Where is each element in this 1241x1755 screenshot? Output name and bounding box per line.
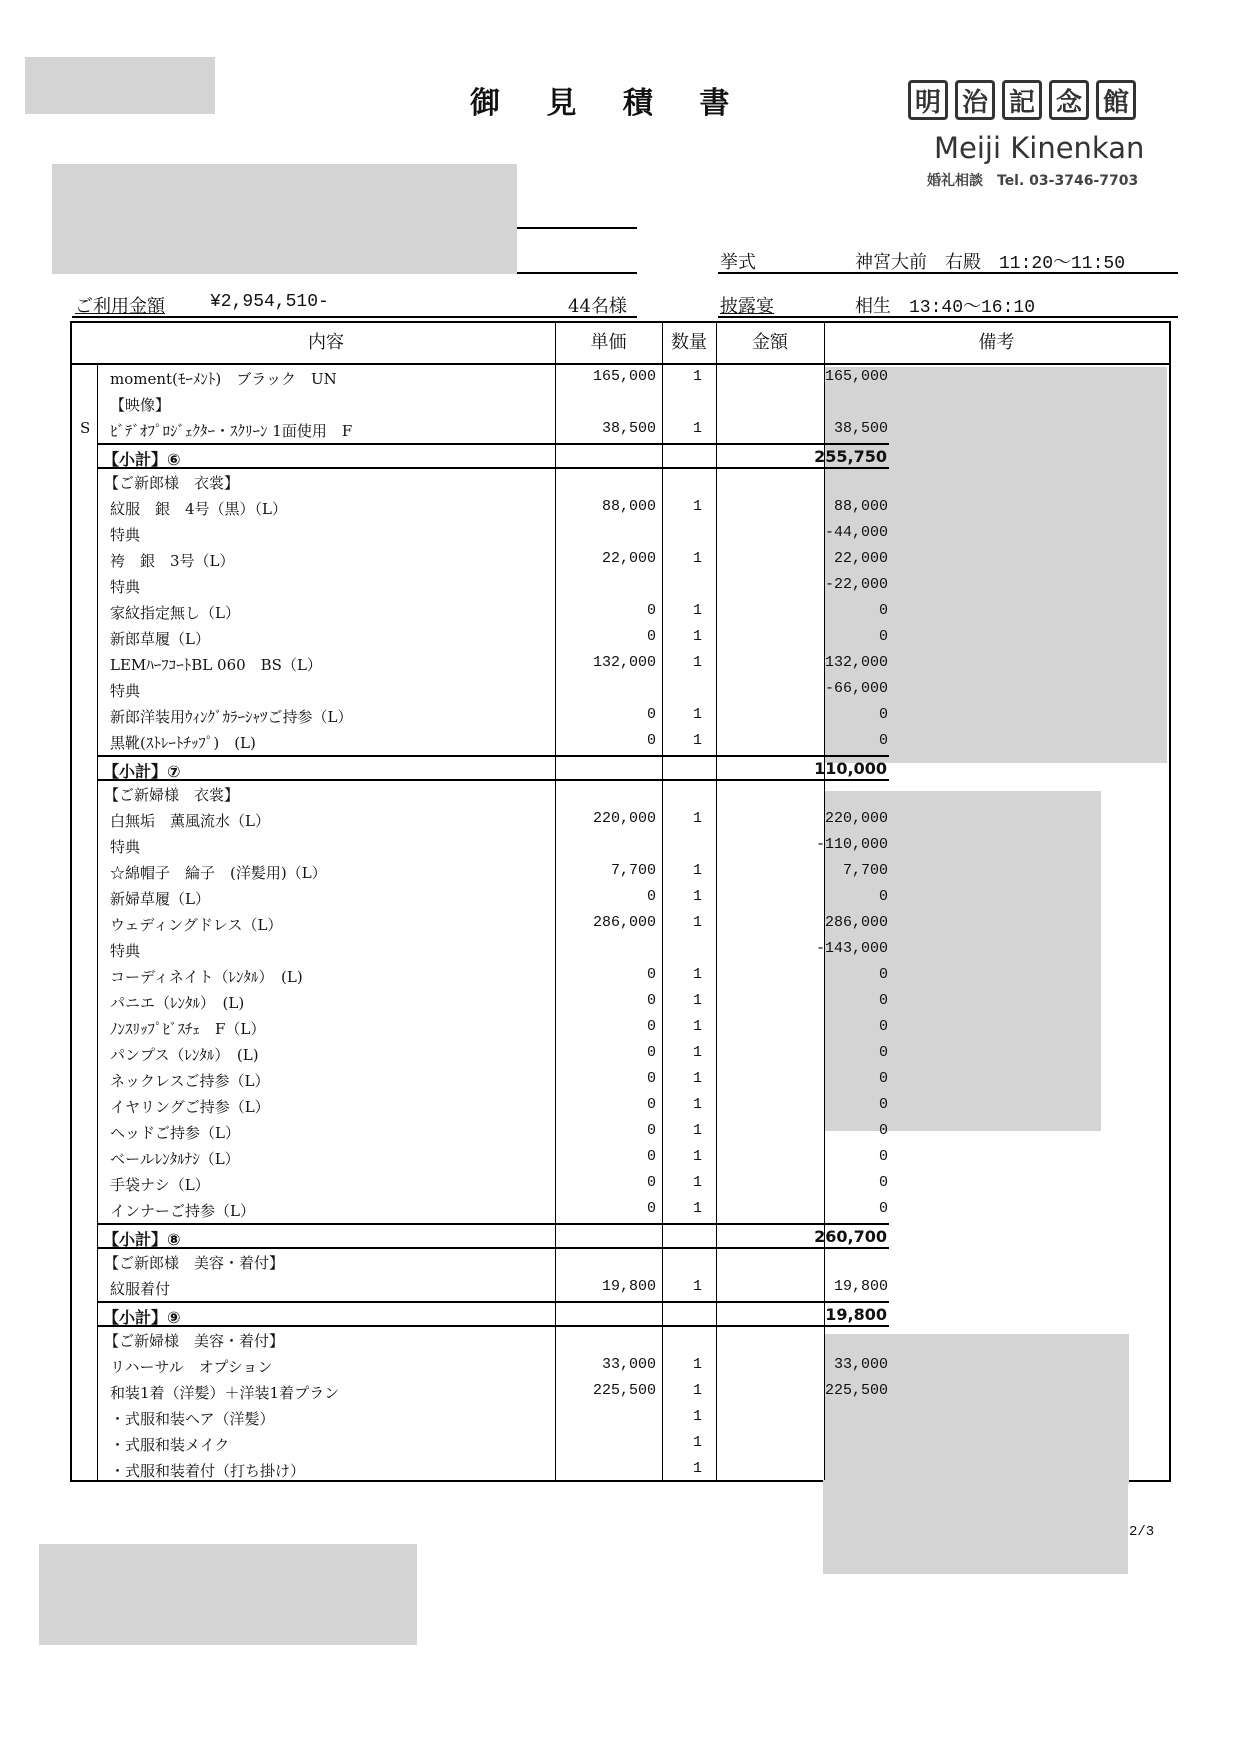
item-cell: ☆綿帽子 綸子 (洋髪用)（L） bbox=[110, 864, 327, 882]
page-number: 2/3 bbox=[1129, 1524, 1155, 1540]
unit-price-cell: 0 bbox=[646, 1018, 656, 1035]
table-row bbox=[72, 1275, 1169, 1301]
table-row bbox=[72, 729, 1169, 755]
subtotal-label: 【小計】⑥ bbox=[103, 450, 181, 469]
item-cell: ・式服和装ヘア（洋髪） bbox=[110, 1410, 275, 1428]
amount-cell: 22,000 bbox=[833, 550, 888, 567]
item-cell: ヘッドご持参（L） bbox=[110, 1124, 240, 1142]
table-row bbox=[72, 365, 1169, 391]
item-cell: リハーサル オプション bbox=[110, 1358, 273, 1376]
amount-cell: 0 bbox=[878, 888, 888, 905]
estimate-table bbox=[70, 321, 1171, 1482]
quantity-cell: 1 bbox=[692, 1434, 702, 1451]
quantity-cell: 1 bbox=[692, 732, 702, 749]
item-cell: moment(ﾓｰﾒﾝﾄ) ブラック UN bbox=[110, 370, 337, 388]
quantity-cell: 1 bbox=[692, 914, 702, 931]
item-cell: 特典 bbox=[110, 578, 141, 596]
quantity-cell: 1 bbox=[692, 1018, 702, 1035]
logo-char-1: 明 bbox=[908, 80, 948, 120]
amount-cell: 286,000 bbox=[824, 914, 888, 931]
item-cell: 和装1着（洋髪）＋洋装1着プラン bbox=[110, 1384, 340, 1402]
unit-price-cell: 7,700 bbox=[610, 862, 656, 879]
table-row bbox=[72, 1379, 1169, 1405]
unit-price-cell: 22,000 bbox=[601, 550, 656, 567]
table-row bbox=[72, 1353, 1169, 1379]
reception-value: 相生 13:40～16:10 bbox=[855, 298, 1036, 318]
table-row bbox=[72, 1119, 1169, 1145]
unit-price-cell: 286,000 bbox=[592, 914, 656, 931]
table-row bbox=[72, 1171, 1169, 1197]
table-row bbox=[72, 1093, 1169, 1119]
unit-price-cell: 0 bbox=[646, 1148, 656, 1165]
logo-name: Meiji Kinenkan bbox=[934, 131, 1145, 165]
item-cell: 特典 bbox=[110, 838, 141, 856]
unit-price-cell: 0 bbox=[646, 1044, 656, 1061]
table-row bbox=[72, 495, 1169, 521]
item-cell: ウェディングドレス（L） bbox=[110, 916, 283, 934]
quantity-cell: 1 bbox=[692, 888, 702, 905]
item-cell: パンプス（ﾚﾝﾀﾙ） (L) bbox=[110, 1046, 259, 1064]
amount-cell: 0 bbox=[878, 1148, 888, 1165]
quantity-cell: 1 bbox=[692, 368, 702, 385]
subtotal-label: 【小計】⑧ bbox=[103, 1230, 181, 1249]
item-cell: ベールﾚﾝﾀﾙﾅｼ（L） bbox=[110, 1150, 240, 1168]
item-cell: ・式服和装メイク bbox=[110, 1436, 230, 1454]
unit-price-cell: 0 bbox=[646, 628, 656, 645]
guest-count: 44名様 bbox=[568, 296, 627, 317]
unit-price-cell: 0 bbox=[646, 1174, 656, 1191]
amount-label: ご利用金額 bbox=[75, 296, 165, 317]
subtotal-row bbox=[97, 1301, 889, 1327]
amount-cell: 7,700 bbox=[842, 862, 888, 879]
quantity-cell: 1 bbox=[692, 706, 702, 723]
amount-cell: -44,000 bbox=[824, 524, 888, 541]
amount-cell: 0 bbox=[878, 966, 888, 983]
item-cell: 特典 bbox=[110, 682, 141, 700]
amount-cell: 88,000 bbox=[833, 498, 888, 515]
unit-price-cell: 0 bbox=[646, 888, 656, 905]
logo-char-5: 館 bbox=[1096, 80, 1136, 120]
unit-price-cell: 0 bbox=[646, 966, 656, 983]
item-cell: 紋服着付 bbox=[110, 1280, 171, 1298]
ceremony-value: 神宮大前 右殿 11:20～11:50 bbox=[855, 254, 1126, 274]
logo-char-2: 治 bbox=[955, 80, 995, 120]
section-heading: 【ご新郎様 衣裳】 bbox=[104, 474, 240, 492]
quantity-cell: 1 bbox=[692, 862, 702, 879]
quantity-cell: 1 bbox=[692, 1356, 702, 1373]
quantity-cell: 1 bbox=[692, 420, 702, 437]
amount-cell: 0 bbox=[878, 1096, 888, 1113]
unit-price-cell: 225,500 bbox=[592, 1382, 656, 1399]
address-line-1 bbox=[517, 227, 637, 229]
table-row bbox=[72, 885, 1169, 911]
redacted-block-customer bbox=[52, 164, 517, 274]
redacted-block-top-left bbox=[25, 57, 215, 114]
item-cell: LEMﾊｰﾌｺｰﾄBL 060 BS（L） bbox=[110, 656, 322, 674]
amount-cell: 19,800 bbox=[833, 1278, 888, 1295]
item-cell: 白無垢 薫風流水（L） bbox=[110, 812, 270, 830]
unit-price-cell: 0 bbox=[646, 602, 656, 619]
table-row bbox=[72, 833, 1169, 859]
amount-cell: 0 bbox=[878, 706, 888, 723]
item-cell: 特典 bbox=[110, 526, 141, 544]
amount-cell: 0 bbox=[878, 1122, 888, 1139]
item-cell: 【映像】 bbox=[110, 396, 171, 414]
quantity-cell: 1 bbox=[692, 602, 702, 619]
item-cell: 紋服 銀 4号（黒）（L） bbox=[110, 500, 288, 518]
amount-cell: 0 bbox=[878, 992, 888, 1009]
table-row bbox=[72, 1405, 1169, 1431]
amount-cell: 165,000 bbox=[824, 368, 888, 385]
logo-tel: 婚礼相談 Tel. 03-3746-7703 bbox=[927, 173, 1139, 189]
amount-cell: -143,000 bbox=[815, 940, 888, 957]
unit-price-cell: 0 bbox=[646, 706, 656, 723]
header-item: 内容 bbox=[308, 332, 344, 353]
table-row bbox=[72, 599, 1169, 625]
table-row bbox=[72, 1197, 1169, 1223]
table-row bbox=[72, 521, 1169, 547]
unit-price-cell: 0 bbox=[646, 732, 656, 749]
subtotal-value: 260,700 bbox=[814, 1227, 887, 1246]
table-row bbox=[72, 807, 1169, 833]
amount-cell: -110,000 bbox=[815, 836, 888, 853]
amount-cell: 0 bbox=[878, 602, 888, 619]
item-cell: 家紋指定無し（L） bbox=[110, 604, 240, 622]
ceremony-label: 挙式 bbox=[720, 252, 756, 273]
unit-price-cell: 132,000 bbox=[592, 654, 656, 671]
unit-price-cell: 0 bbox=[646, 1122, 656, 1139]
table-row bbox=[72, 1067, 1169, 1093]
unit-price-cell: 0 bbox=[646, 1200, 656, 1217]
amount-cell: 220,000 bbox=[824, 810, 888, 827]
document-title: 御 見 積 書 bbox=[470, 86, 748, 121]
redacted-note-overflow bbox=[823, 1480, 1128, 1574]
address-line-2 bbox=[517, 272, 637, 274]
subtotal-value: 110,000 bbox=[814, 759, 887, 778]
quantity-cell: 1 bbox=[692, 628, 702, 645]
item-cell: 手袋ナシ（L） bbox=[110, 1176, 210, 1194]
subtotal-label: 【小計】⑨ bbox=[103, 1308, 181, 1327]
table-row bbox=[72, 911, 1169, 937]
amount-cell: -66,000 bbox=[824, 680, 888, 697]
item-cell: 新郎洋装用ｳｨﾝｸﾞｶﾗｰｼｬﾂご持参（L） bbox=[110, 708, 353, 726]
unit-price-cell: 0 bbox=[646, 1096, 656, 1113]
header-amount: 金額 bbox=[752, 332, 788, 353]
item-cell: パニエ（ﾚﾝﾀﾙ） (L) bbox=[110, 994, 245, 1012]
table-row bbox=[72, 677, 1169, 703]
reception-label: 披露宴 bbox=[720, 296, 774, 317]
header-unit: 単価 bbox=[590, 332, 627, 353]
quantity-cell: 1 bbox=[692, 1278, 702, 1295]
item-cell: インナーご持参（L） bbox=[110, 1202, 255, 1220]
table-row bbox=[72, 1015, 1169, 1041]
header-note: 備考 bbox=[978, 332, 1015, 353]
subtotal-label: 【小計】⑦ bbox=[103, 762, 181, 781]
unit-price-cell: 0 bbox=[646, 1070, 656, 1087]
subtotal-value: 255,750 bbox=[814, 447, 887, 466]
table-row bbox=[72, 963, 1169, 989]
logo-mark bbox=[908, 80, 1136, 120]
item-cell: ﾉﾝｽﾘｯﾌﾟﾋﾞｽﾁｪ F（L） bbox=[110, 1020, 266, 1038]
unit-price-cell: 38,500 bbox=[601, 420, 656, 437]
quantity-cell: 1 bbox=[692, 966, 702, 983]
item-cell: 特典 bbox=[110, 942, 141, 960]
section-heading: 【ご新婦様 衣裳】 bbox=[104, 786, 240, 804]
unit-price-cell: 165,000 bbox=[592, 368, 656, 385]
table-row bbox=[72, 1431, 1169, 1457]
amount-cell: 0 bbox=[878, 732, 888, 749]
subtotal-row bbox=[97, 755, 889, 781]
section-heading: 【ご新婦様 美容・着付】 bbox=[104, 1332, 285, 1350]
amount-cell: 0 bbox=[878, 1070, 888, 1087]
item-cell: 新婦草履（L） bbox=[110, 890, 210, 908]
quantity-cell: 1 bbox=[692, 498, 702, 515]
quantity-cell: 1 bbox=[692, 1174, 702, 1191]
quantity-cell: 1 bbox=[692, 992, 702, 1009]
amount-cell: 225,500 bbox=[824, 1382, 888, 1399]
unit-price-cell: 220,000 bbox=[592, 810, 656, 827]
amount-cell: 0 bbox=[878, 628, 888, 645]
unit-price-cell: 19,800 bbox=[601, 1278, 656, 1295]
subtotal-value: 19,800 bbox=[825, 1305, 887, 1324]
table-row bbox=[72, 703, 1169, 729]
item-cell: ネックレスご持参（L） bbox=[110, 1072, 270, 1090]
quantity-cell: 1 bbox=[692, 1096, 702, 1113]
quantity-cell: 1 bbox=[692, 550, 702, 567]
amount-cell: 0 bbox=[878, 1174, 888, 1191]
item-cell: 袴 銀 3号（L） bbox=[110, 552, 235, 570]
amount-cell: -22,000 bbox=[824, 576, 888, 593]
redacted-block-bottom-left bbox=[39, 1544, 417, 1645]
amount-cell: 0 bbox=[878, 1200, 888, 1217]
table-row bbox=[72, 417, 1169, 443]
table-row bbox=[72, 989, 1169, 1015]
item-cell: ﾋﾞﾃﾞｵﾌﾟﾛｼﾞｪｸﾀｰ・ｽｸﾘｰﾝ 1面使用 F bbox=[110, 422, 353, 440]
amount-cell: 0 bbox=[878, 1044, 888, 1061]
subtotal-row bbox=[97, 443, 889, 469]
logo-char-4: 念 bbox=[1049, 80, 1089, 120]
table-row bbox=[72, 1041, 1169, 1067]
amount-cell: 0 bbox=[878, 1018, 888, 1035]
quantity-cell: 1 bbox=[692, 1460, 702, 1477]
table-row bbox=[72, 937, 1169, 963]
quantity-cell: 1 bbox=[692, 1044, 702, 1061]
quantity-cell: 1 bbox=[692, 1148, 702, 1165]
logo-char-3: 記 bbox=[1002, 80, 1042, 120]
amount-cell: 33,000 bbox=[833, 1356, 888, 1373]
table-row bbox=[72, 859, 1169, 885]
section-heading: 【ご新郎様 美容・着付】 bbox=[104, 1254, 285, 1272]
item-cell: ・式服和装着付（打ち掛け） bbox=[110, 1462, 306, 1480]
quantity-cell: 1 bbox=[692, 810, 702, 827]
quantity-cell: 1 bbox=[692, 1200, 702, 1217]
subtotal-row bbox=[97, 1223, 889, 1249]
quantity-cell: 1 bbox=[692, 654, 702, 671]
quantity-cell: 1 bbox=[692, 1382, 702, 1399]
amount-value: ¥2,954,510- bbox=[210, 292, 329, 312]
item-cell: イヤリングご持参（L） bbox=[110, 1098, 270, 1116]
unit-price-cell: 88,000 bbox=[601, 498, 656, 515]
quantity-cell: 1 bbox=[692, 1122, 702, 1139]
quantity-cell: 1 bbox=[692, 1070, 702, 1087]
side-mark: S bbox=[80, 419, 91, 437]
item-cell: 黒靴(ｽﾄﾚｰﾄﾁｯﾌﾟ) (L) bbox=[110, 734, 256, 752]
item-cell: 新郎草履（L） bbox=[110, 630, 210, 648]
table-row bbox=[72, 391, 1169, 417]
item-cell: コーディネイト（ﾚﾝﾀﾙ） (L) bbox=[110, 968, 303, 986]
table-row bbox=[72, 651, 1169, 677]
unit-price-cell: 33,000 bbox=[601, 1356, 656, 1373]
amount-cell: 38,500 bbox=[833, 420, 888, 437]
unit-price-cell: 0 bbox=[646, 992, 656, 1009]
table-row bbox=[72, 625, 1169, 651]
quantity-cell: 1 bbox=[692, 1408, 702, 1425]
table-row bbox=[72, 547, 1169, 573]
table-row bbox=[72, 1145, 1169, 1171]
table-row bbox=[72, 573, 1169, 599]
amount-cell: 132,000 bbox=[824, 654, 888, 671]
header-qty: 数量 bbox=[671, 332, 707, 353]
